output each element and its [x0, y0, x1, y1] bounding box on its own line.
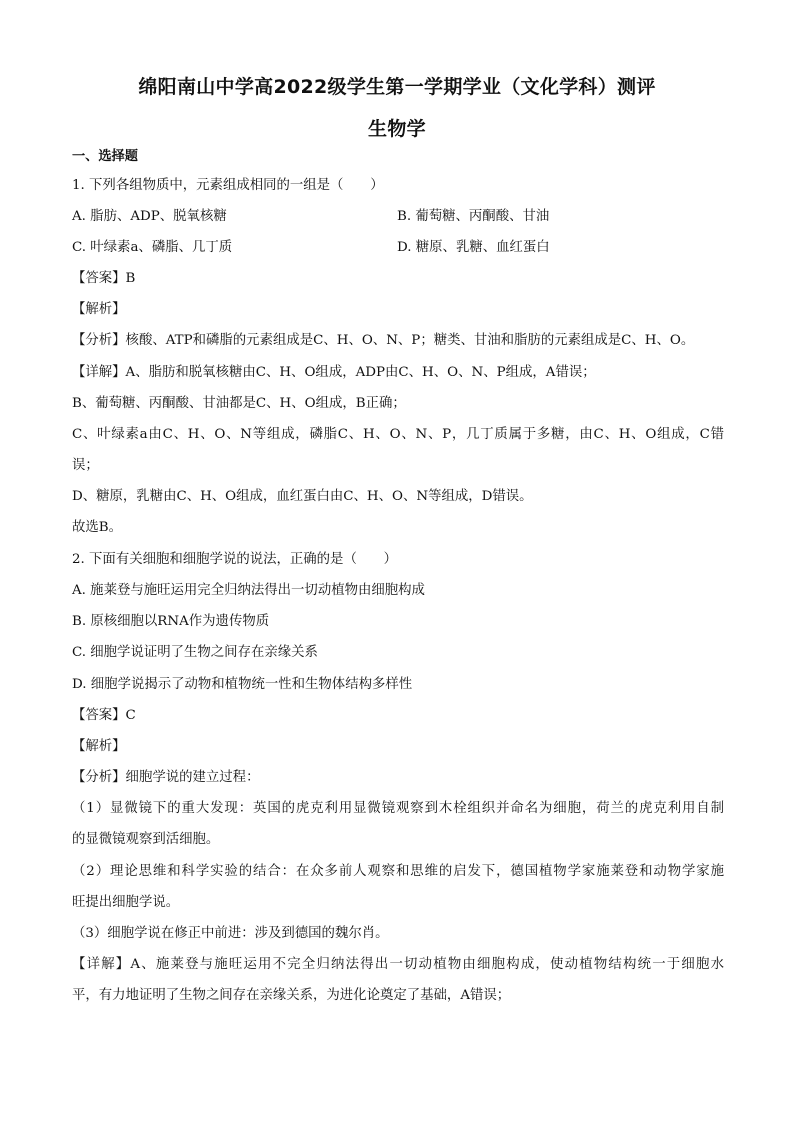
q1-answer: 【答案】B: [72, 271, 136, 286]
q1-analysis-label: 【解析】: [72, 302, 126, 317]
q2-option-d: D. 细胞学说揭示了动物和植物统一性和生物体结构多样性: [72, 677, 413, 692]
q1-detail-line: 【详解】A、脂肪和脱氧核糖由C、H、O组成，ADP由C、H、O、N、P组成，A错误；: [72, 365, 596, 380]
q1-detail-line: B、葡萄糖、丙酮酸、甘油都是C、H、O组成，B正确；: [72, 396, 406, 411]
q1-option-c: C. 叶绿素a、磷脂、几丁质: [72, 240, 233, 255]
q1-option-d: D. 糖原、乳糖、血红蛋白: [397, 240, 550, 255]
q2-option-a: A. 施莱登与施旺运用完全归纳法得出一切动植物由细胞构成: [72, 583, 425, 598]
q2-fenxi: 【分析】细胞学说的建立过程：: [72, 770, 260, 785]
q1-detail-line: C、叶绿素a由C、H、O、N等组成，磷脂C、H、O、N、P，几丁质属于多糖，由C、H、O组成，C错: [72, 427, 724, 442]
q1-detail-line: 误；: [72, 458, 99, 473]
q2-point-line: 的显微镜观察到活细胞。: [72, 832, 220, 847]
q2-answer: 【答案】C: [72, 708, 136, 723]
q2-option-c: C. 细胞学说证明了生物之间存在亲缘关系: [72, 645, 318, 660]
q2-stem: 2. 下面有关细胞和细胞学说的说法，正确的是（ ）: [72, 552, 398, 567]
q2-detail-line: 【详解】A、施莱登与施旺运用不完全归纳法得出一切动植物由细胞构成，使动植物结构统一于细胞水: [72, 957, 724, 972]
q1-option-a: A. 脂肪、ADP、脱氧核糖: [72, 209, 227, 224]
q1-conclusion: 故选B。: [72, 520, 123, 535]
document-title: 绵阳南山中学高2022级学生第一学期学业（文化学科）测评: [138, 76, 656, 98]
q2-point-line: （2）理论思维和科学实验的结合：在众多前人观察和思维的启发下，德国植物学家施莱登和动物学家施: [72, 864, 724, 879]
q2-detail-line: 平，有力地证明了生物之间存在亲缘关系，为进化论奠定了基础，A错误；: [72, 988, 511, 1003]
document-subtitle: 生物学: [368, 118, 426, 140]
q1-option-b: B. 葡萄糖、丙酮酸、甘油: [397, 209, 550, 224]
q2-point-line: 旺提出细胞学说。: [72, 895, 180, 910]
q2-point-line: （1）显微镜下的重大发现：英国的虎克利用显微镜观察到木栓组织并命名为细胞，荷兰的虎克利用自制: [72, 801, 724, 816]
q1-stem: 1. 下列各组物质中，元素组成相同的一组是（ ）: [72, 178, 384, 193]
q1-fenxi: 【分析】核酸、ATP和磷脂的元素组成是C、H、O、N、P；糖类、甘油和脂肪的元素组成是C、H、O。: [72, 333, 695, 348]
q2-option-b: B. 原核细胞以RNA作为遗传物质: [72, 614, 270, 629]
q1-detail-line: D、糖原，乳糖由C、H、O组成，血红蛋白由C、H、O、N等组成，D错误。: [72, 489, 533, 504]
q2-point-line: （3）细胞学说在修正中前进：涉及到德国的魏尔肖。: [72, 926, 389, 941]
q2-analysis-label: 【解析】: [72, 739, 126, 754]
section-heading: 一、选择题: [72, 149, 138, 164]
